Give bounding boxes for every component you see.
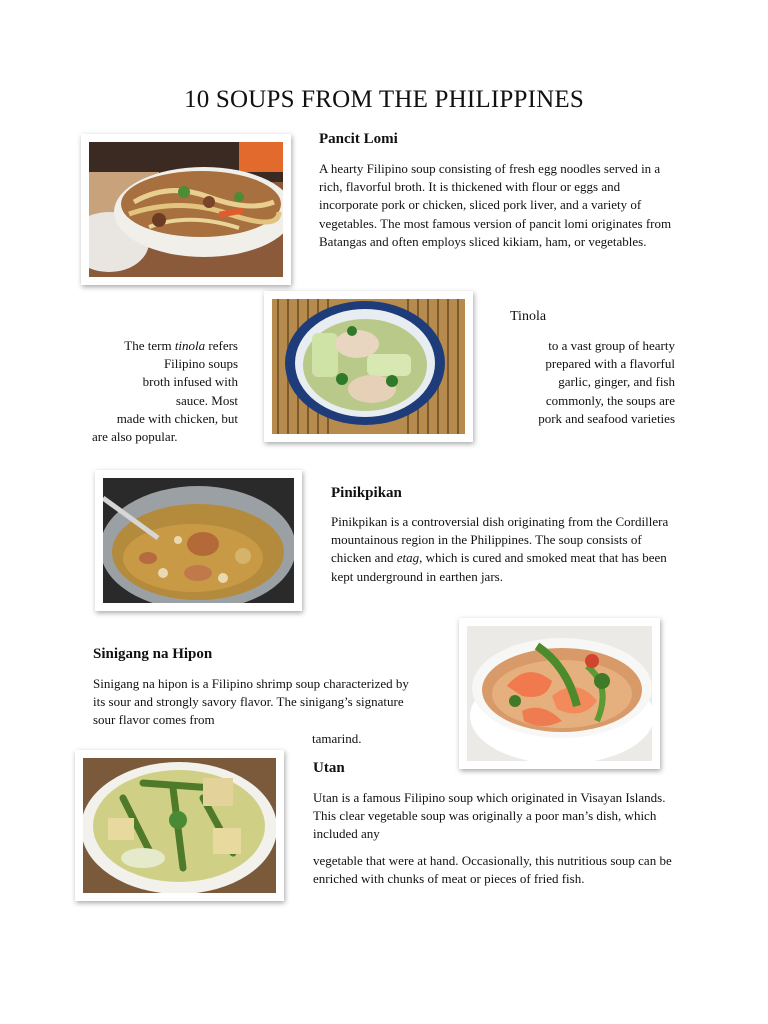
page-title: 10 SOUPS FROM THE PHILIPPINES [184, 86, 584, 113]
tinola-term: tinola [174, 338, 206, 353]
utan-body-1: Utan is a famous Filipino soup which originated in Visayan Islands. This clear vegetable soup was originally a poor man’s dish, which included any [313, 790, 666, 842]
sinigang-body: Sinigang na hipon is a Filipino shrimp soup characterized by its sour and strongly savory flavor. The sinigang’s signature sour flavor comes from [93, 676, 409, 728]
tinola-left-line: broth infused with [142, 374, 238, 390]
tinola-left-line: are also popular. [92, 429, 178, 445]
sinigang-heading: Sinigang na Hipon [93, 646, 213, 662]
tinola-right-line: prepared with a flavorful [545, 356, 675, 372]
sinigang-body-tail: tamarind. [312, 731, 362, 746]
tinola-left-line: sauce. Most [175, 392, 238, 408]
tinola-left-column [88, 337, 238, 446]
pinikpikan-text-fragment: Pinikpikan is a controversial dish originating from the Cordillera mountainous region in the Philippines. The soup consists of chicken and [331, 514, 669, 566]
tinola-left-line: made with chicken, but [116, 410, 238, 426]
tinola-text-fragment: refers [205, 338, 238, 353]
utan-photo [75, 750, 284, 901]
tinola-right-column [500, 337, 675, 428]
utan-body-2: vegetable that were at hand. Occasionally, this nutritious soup can be enriched with chunks of meat or pieces of fried fish. [313, 853, 672, 887]
tinola-right-line: garlic, ginger, and fish [558, 374, 675, 390]
tinola-left-line [88, 337, 238, 355]
pinikpikan-body [331, 513, 676, 586]
tinola-right-line: pork and seafood varieties [538, 410, 675, 426]
tinola-photo [264, 291, 473, 442]
pancit-lomi-body: A hearty Filipino soup consisting of fresh egg noodles served in a rich, flavorful broth. It is thickened with flour or eggs and incorporate pork or chicken, sliced pork liver, and a variety of vegetables. The most famous version of pancit lomi originates from Batangas and often employs sliced kikiam, ham, or vegetables. [319, 161, 672, 249]
pinikpikan-text-fragment: , which is cured and smoked meat that has been kept underground in earthen jars. [331, 550, 667, 584]
tinola-right-line: commonly, the soups are [545, 392, 675, 408]
pinikpikan-term: etag [396, 550, 420, 566]
tinola-right-line: to a vast group of hearty [548, 338, 675, 353]
utan-heading: Utan [313, 760, 345, 776]
sinigang-photo [459, 618, 660, 769]
tinola-left-line: Filipino soups [163, 356, 238, 372]
pinikpikan-heading: Pinikpikan [331, 485, 402, 501]
tinola-heading: Tinola [510, 309, 547, 324]
tinola-text-fragment: The term [124, 338, 175, 353]
pinikpikan-photo [95, 470, 302, 611]
pancit-lomi-photo [81, 134, 291, 285]
pancit-lomi-heading: Pancit Lomi [319, 131, 398, 147]
